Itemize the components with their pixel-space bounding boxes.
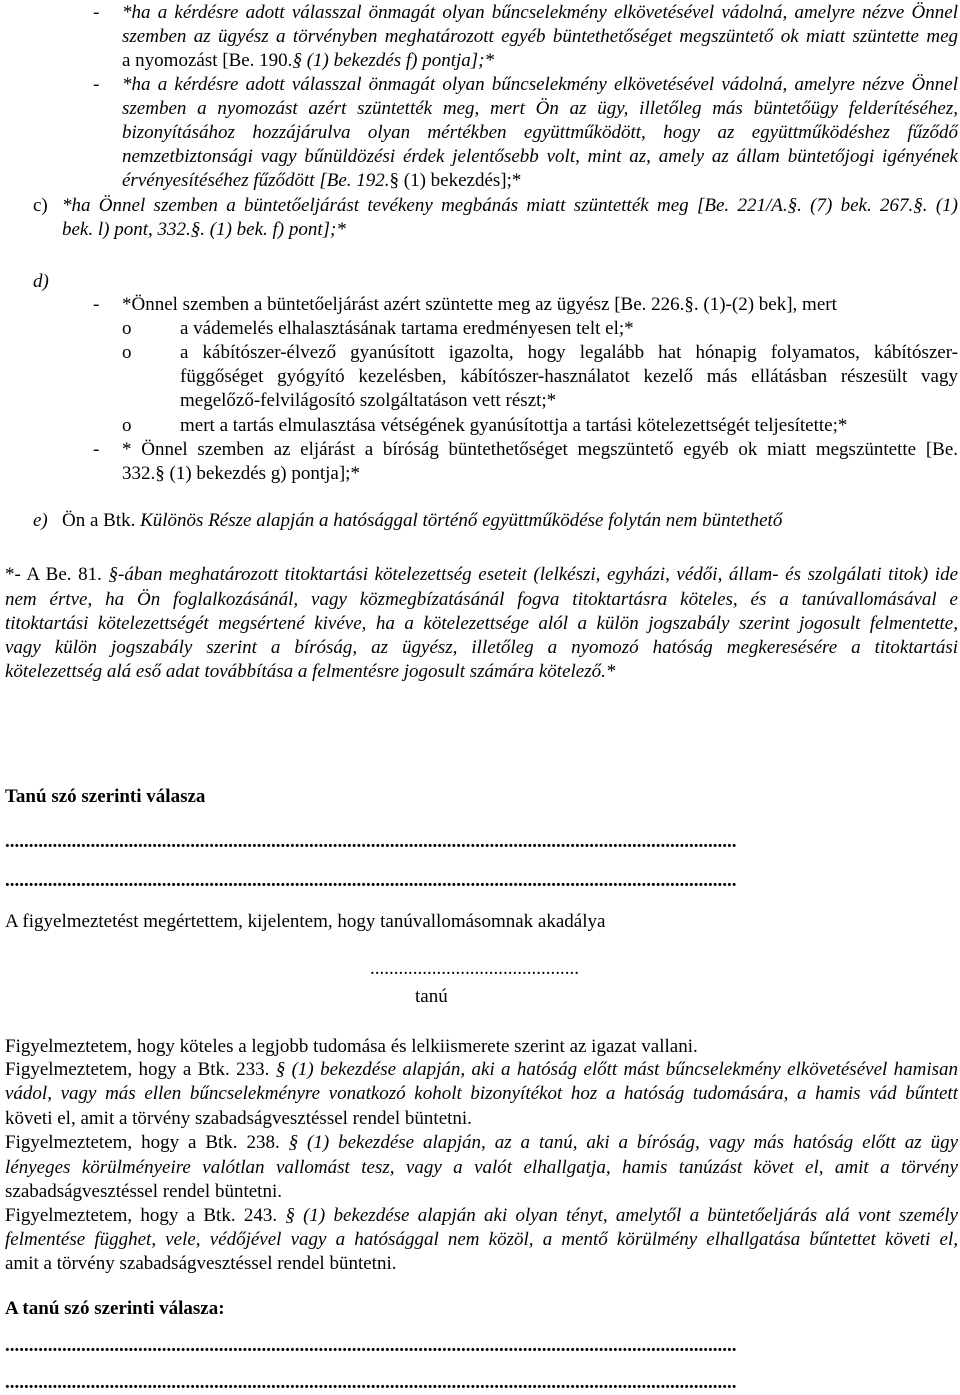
text-line: lényeges körülményeire valótlan vallomást tesz, vagy a valót elhallgatja, hamis tanúzást követ el, amit a törvény <box>5 1157 958 1178</box>
text-segment: Figyelmeztetem, hogy a Btk. 233. <box>5 1059 270 1080</box>
text-segment: § (1) bekezdése alapján, az a tanú, aki a bíróság, vagy más hatóság előtt az ügy <box>279 1132 958 1153</box>
text-line: megelőző-felvilágosító szolgáltatáson vett részt;* <box>180 390 557 411</box>
text-line: szemben az ügyész a törvényben meghatározott egyéb büntethetőséget megszüntető ok miatt szüntette meg <box>122 26 958 47</box>
answer-dotted-line: .......................................................................................................................................................... <box>5 870 737 891</box>
text-segment: *- A Be. 81. <box>5 564 102 585</box>
text-line <box>5 1058 958 1082</box>
text-line: titoktartási kötelezettségét megsértené kivéve, ha a kötelezettsége alól a külön jogszabály szerint jogosult felmentette, <box>5 613 958 634</box>
text-line: felmentése függhet, vele, védőjével vagy a hatósággal nem közöl, a mentő körülmény elhallgatása bűntettet követi el, <box>5 1229 958 1250</box>
text-segment: Figyelmeztetem, hogy a Btk. 238. <box>5 1132 280 1153</box>
text-line: *ha a kérdésre adott válasszal önmagát olyan bűncselekmény elkövetésével vádolná, amelyre nézve Önnel <box>122 2 958 23</box>
list-dash-marker: - <box>93 2 100 23</box>
text-line: mert a tartás elmulasztása vétségének gyanúsítottja a tartási kötelezettségét teljesítette;* <box>180 415 848 436</box>
text-line: a vádemelés elhalasztásának tartama eredményesen telt el;* <box>180 318 634 339</box>
text-line <box>5 1131 958 1155</box>
list-letter-marker: c) <box>33 195 48 216</box>
text-line <box>5 563 958 587</box>
text-line: *ha a kérdésre adott válasszal önmagát olyan bűncselekmény elkövetésével vádolná, amelyre nézve Önnel <box>122 74 958 95</box>
legal-reference: § (1) bekezdés];* <box>389 170 522 191</box>
list-bullet-marker: o <box>122 318 132 339</box>
list-bullet-marker: o <box>122 415 132 436</box>
section-heading: Tanú szó szerinti válasza <box>5 786 206 807</box>
text-line: nem értve, ha Ön foglalkozásánál, vagy közmegbízatásánál fogva titoktartásra köteles, és a tanúvallomásával e <box>5 589 958 610</box>
text-line <box>122 49 958 73</box>
text-line: kötelezettség alá eső adat továbbítása a felmentésre jogosult számára kötelező.* <box>5 661 616 682</box>
text-segment: § (1) bekezdése alapján, aki a hatóság előtt mást bűncselekmény elkövetésével hamisan <box>269 1059 958 1080</box>
text-segment: Ön a Btk. <box>62 510 136 531</box>
text-line: bek. l) pont, 332.§. (1) bek. f) pont];* <box>62 219 346 240</box>
list-dash-marker: - <box>93 439 100 460</box>
declaration-text: A figyelmeztetést megértettem, kijelentem, hogy tanúvallomásomnak akadálya <box>5 911 606 932</box>
answer-dotted-line: .......................................................................................................................................................... <box>5 1335 737 1356</box>
text-line: szemben a nyomozást azért szüntették meg, mert Ön az ügy, illetőleg más büntetőügy felderítéséhez, <box>122 98 958 119</box>
answer-dotted-line: .......................................................................................................................................................... <box>5 831 737 852</box>
signature-dotted-line: ............................................ <box>370 958 579 979</box>
text-line: függőséget gyógyító kezelésben, kábítószer-használatot kezelő más ellátásban részesült vagy <box>180 366 958 387</box>
text-line: bizonyításához hozzájárulva olyan mértékben együttműködött, hogy az együttműködéshez fűződő <box>122 122 958 143</box>
text-line <box>5 1204 958 1228</box>
list-letter-marker: e) <box>33 510 48 531</box>
text-segment: a nyomozást [Be. 190. <box>122 50 293 71</box>
section-heading: A tanú szó szerinti válasza: <box>5 1298 225 1319</box>
text-line <box>62 509 958 533</box>
text-segment: érvényesítéséhez fűződött [Be. 192. <box>122 170 390 191</box>
text-line: amit a törvény szabadságvesztéssel rendel büntetni. <box>5 1253 397 1274</box>
answer-dotted-line: .......................................................................................................................................................... <box>5 1372 737 1393</box>
text-segment: Figyelmeztetem, hogy a Btk. 243. <box>5 1205 278 1226</box>
list-dash-marker: - <box>93 294 100 315</box>
text-segment: §-ában meghatározott titoktartási kötelezettség eseteit (lelkészi, egyházi, védői, állam- és szolgálati titok) ide <box>101 564 958 585</box>
text-line: * Önnel szemben az eljárást a bíróság büntethetőséget megszüntető egyéb ok miatt megszüntette [Be. <box>122 439 958 460</box>
text-line: követi el, amit a törvény szabadságvesztéssel rendel büntetni. <box>5 1108 472 1129</box>
text-line <box>122 169 958 193</box>
text-segment: Különös Része alapján a hatósággal történő együttműködése folytán nem büntethető <box>135 510 783 531</box>
text-line: nemzetbiztonsági vagy bűnüldözési érdek jelentősebb volt, mint az, amely az állam büntetőjogi igényének <box>122 146 958 167</box>
text-line: vagy külön jogszabály szerint a bíróság, az ügyész, illetőleg a nyomozó hatóság megkeresésére a titoktartási <box>5 637 958 658</box>
legal-reference: § (1) bekezdés f) pontja];* <box>292 50 494 71</box>
text-segment: § (1) bekezdése alapján aki olyan tényt, amelytől a büntetőeljárás alá vont személy <box>277 1205 958 1226</box>
signature-label: tanú <box>415 986 448 1007</box>
text-line: a kábítószer-élvező gyanúsított igazolta, hogy legalább hat hónapig folyamatos, kábítószer- <box>180 342 958 363</box>
text-line: 332.§ (1) bekezdés g) pontja];* <box>122 463 360 484</box>
text-line: szabadságvesztéssel rendel büntetni. <box>5 1181 282 1202</box>
warning-truth: Figyelmeztetem, hogy köteles a legjobb tudomása és lelkiismerete szerint az igazat vallani. <box>5 1036 698 1057</box>
text-line: *Önnel szemben a büntetőeljárást azért szüntette meg az ügyész [Be. 226.§. (1)-(2) bek], mert <box>122 294 837 315</box>
text-line: vádol, vagy más ellen bűncselekményre vonatkozó koholt bizonyítékot hoz a hatóság tudomására, a hamis vád bűntett <box>5 1083 958 1104</box>
list-dash-marker: - <box>93 74 100 95</box>
list-letter-marker: d) <box>33 271 49 292</box>
text-line: *ha Önnel szemben a büntetőeljárást tevékeny megbánás miatt szüntették meg [Be. 221/A.§. (7) bek. 267.§. (1) <box>62 195 958 216</box>
list-bullet-marker: o <box>122 342 132 363</box>
